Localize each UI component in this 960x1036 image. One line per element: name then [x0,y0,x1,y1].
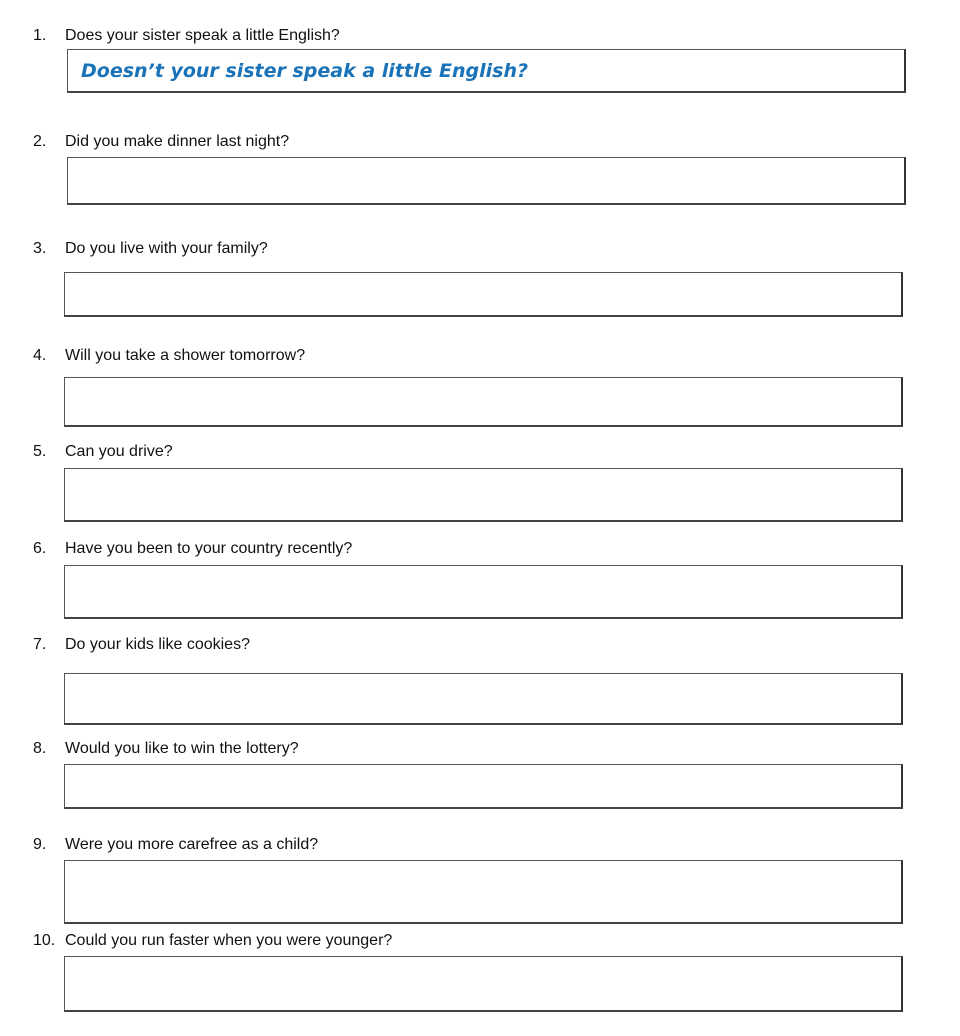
question-text: Were you more carefree as a child? [65,836,319,853]
question-text: Could you run faster when you were younger? [65,932,393,949]
question-number: 3. [33,240,47,257]
answer-field-3[interactable] [64,272,903,317]
question-number: 6. [33,540,47,557]
question-text: Have you been to your country recently? [65,540,353,557]
question-1 [33,26,340,46]
answer-field-1[interactable] [67,49,906,93]
answer-field-5[interactable] [64,468,903,522]
question-number: 9. [33,836,47,853]
answer-field-10[interactable] [64,956,903,1012]
question-8 [33,739,299,759]
question-2 [33,132,289,152]
question-number: 10. [33,932,56,949]
question-text: Do your kids like cookies? [65,636,250,653]
question-10 [33,931,392,951]
question-3 [33,239,268,259]
question-number: 4. [33,347,47,364]
question-text: Do you live with your family? [65,240,268,257]
answer-field-8[interactable] [64,764,903,809]
question-number: 5. [33,443,47,460]
answer-field-9[interactable] [64,860,903,924]
question-text: Would you like to win the lottery? [65,740,299,757]
answer-field-6[interactable] [64,565,903,619]
question-text: Can you drive? [65,443,173,460]
question-text: Will you take a shower tomorrow? [65,347,306,364]
question-text: Did you make dinner last night? [65,133,290,150]
question-number: 1. [33,27,47,44]
question-4 [33,346,305,366]
question-7 [33,635,250,655]
question-text: Does your sister speak a little English? [65,27,340,44]
question-5 [33,442,173,462]
answer-field-2[interactable] [67,157,906,205]
question-6 [33,539,352,559]
answer-field-7[interactable] [64,673,903,725]
question-number: 7. [33,636,47,653]
question-9 [33,835,318,855]
question-number: 2. [33,133,47,150]
answer-field-4[interactable] [64,377,903,427]
question-number: 8. [33,740,47,757]
